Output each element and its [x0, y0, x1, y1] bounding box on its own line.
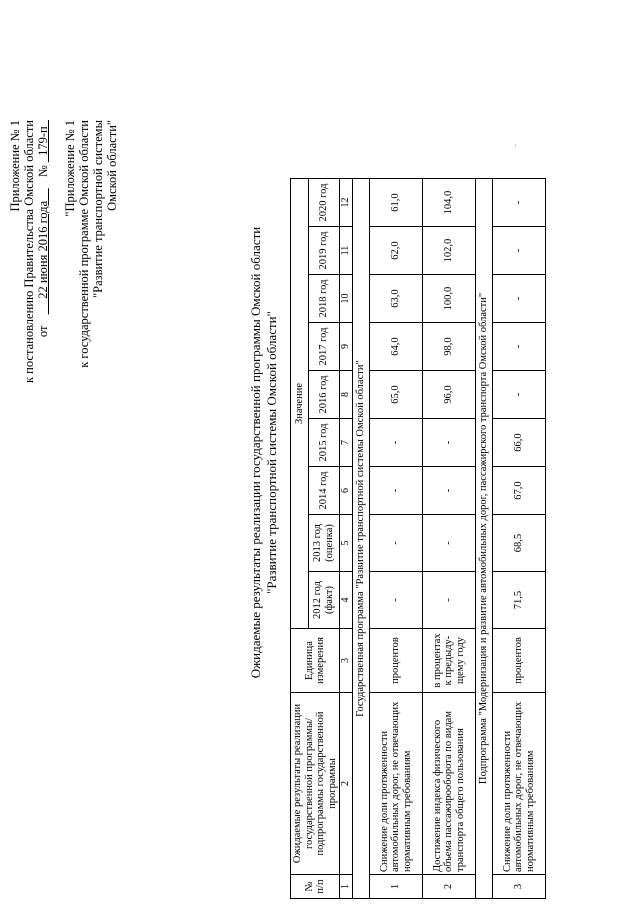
table-row	[493, 179, 546, 899]
column-number: 9	[340, 323, 353, 371]
program-appendix-header	[63, 120, 119, 368]
row-result: Достижение индекса физического объема пассажирооборота по видам транспорта общего пользования	[423, 693, 476, 875]
year-header: 2014 год	[308, 467, 339, 515]
row-value: 98,0	[423, 323, 476, 371]
row-value: 100,0	[423, 275, 476, 323]
title-line-2: "Развитие транспортной системы Омской области"	[264, 311, 279, 594]
appendix-line-1: Приложение № 1	[8, 120, 22, 212]
number-prefix: №	[36, 165, 50, 178]
row-value: 71,5	[493, 572, 546, 629]
row-result: Снижение доли протяженности автомобильных дорог, не отвечающих нормативным требованиям	[493, 693, 546, 875]
program-section-title: Государственная программа "Развитие транспортной системы Омской области"	[353, 179, 370, 899]
year-header: 2016 год	[308, 371, 339, 419]
appendix-date-line	[36, 120, 50, 383]
column-number: 12	[340, 179, 353, 227]
row-unit: процентов	[493, 629, 546, 693]
row-num: 3	[493, 875, 546, 899]
row-value: 102,0	[423, 227, 476, 275]
row-value: 63,0	[370, 275, 423, 323]
row-unit: процентов	[370, 629, 423, 693]
year-header: 2013 год (оценка)	[308, 515, 339, 572]
column-number-row	[340, 179, 353, 899]
col-header-value: Значение	[291, 179, 309, 629]
document-title	[248, 0, 280, 905]
row-value: -	[493, 275, 546, 323]
row-value: -	[493, 323, 546, 371]
row-unit: в процентах к предыду-щему году	[423, 629, 476, 693]
row-value: 68,5	[493, 515, 546, 572]
row-result: Снижение доли протяженности автомобильных дорог, не отвечающих нормативным требованиям	[370, 693, 423, 875]
program-appendix-line-1: "Приложение № 1	[63, 120, 77, 217]
program-section-row	[353, 179, 370, 899]
decree-date: 22 июня 2016 года	[36, 200, 50, 299]
program-appendix-line-4: Омской области"	[105, 120, 119, 211]
year-header: 2019 год	[308, 227, 339, 275]
year-header: 2020 год	[308, 179, 339, 227]
row-value: 62,0	[370, 227, 423, 275]
row-value: -	[423, 419, 476, 467]
row-value: -	[370, 572, 423, 629]
results-table	[290, 178, 546, 899]
year-header: 2017 год	[308, 323, 339, 371]
program-appendix-line-2: к государственной программе Омской области	[77, 120, 91, 368]
row-value: -	[493, 371, 546, 419]
row-value: -	[493, 179, 546, 227]
column-number: 2	[340, 693, 353, 875]
col-header-unit: Единица измерения	[291, 629, 340, 693]
table-row	[423, 179, 476, 899]
col-header-num: № п/п	[291, 875, 340, 899]
year-header: 2015 год	[308, 419, 339, 467]
column-number: 8	[340, 371, 353, 419]
column-number: 5	[340, 515, 353, 572]
row-value: -	[423, 572, 476, 629]
col-header-result: Ожидаемые результаты реализации государственной программы/подпрограммы государственной программы	[291, 693, 340, 875]
decree-number: 179-п	[36, 126, 50, 156]
year-header: 2018 год	[308, 275, 339, 323]
row-value: 64,0	[370, 323, 423, 371]
column-number: 7	[340, 419, 353, 467]
year-header: 2012 год (факт)	[308, 572, 339, 629]
row-value: 65,0	[370, 371, 423, 419]
row-value: -	[423, 515, 476, 572]
row-value: 67,0	[493, 467, 546, 515]
row-num: 1	[370, 875, 423, 899]
row-value: -	[370, 419, 423, 467]
row-value: -	[370, 515, 423, 572]
row-value: 96,0	[423, 371, 476, 419]
column-number: 6	[340, 467, 353, 515]
appendix-line-2: к постановлению Правительства Омской области	[22, 120, 36, 384]
row-value: -	[423, 467, 476, 515]
column-number: 10	[340, 275, 353, 323]
row-num: 2	[423, 875, 476, 899]
column-number: 1	[340, 875, 353, 899]
row-value: 104,0	[423, 179, 476, 227]
decree-appendix-header	[8, 120, 50, 383]
date-prefix: от	[36, 325, 50, 338]
subprogram-section-title: Подпрограмма "Модернизация и развитие автомобильных дорог, пассажирского транспорта Омской области"	[476, 179, 493, 899]
column-number: 11	[340, 227, 353, 275]
column-number: 3	[340, 629, 353, 693]
row-value: 66,0	[493, 419, 546, 467]
row-value: -	[493, 227, 546, 275]
row-value: -	[370, 467, 423, 515]
column-number: 4	[340, 572, 353, 629]
header-row-1	[291, 179, 309, 899]
subprogram-section-row	[476, 179, 493, 899]
title-line-1: Ожидаемые результаты реализации государственной программы Омской области	[248, 226, 263, 679]
table-row	[370, 179, 423, 899]
row-value: 61,0	[370, 179, 423, 227]
program-appendix-line-3: "Развитие транспортной системы	[91, 120, 105, 298]
